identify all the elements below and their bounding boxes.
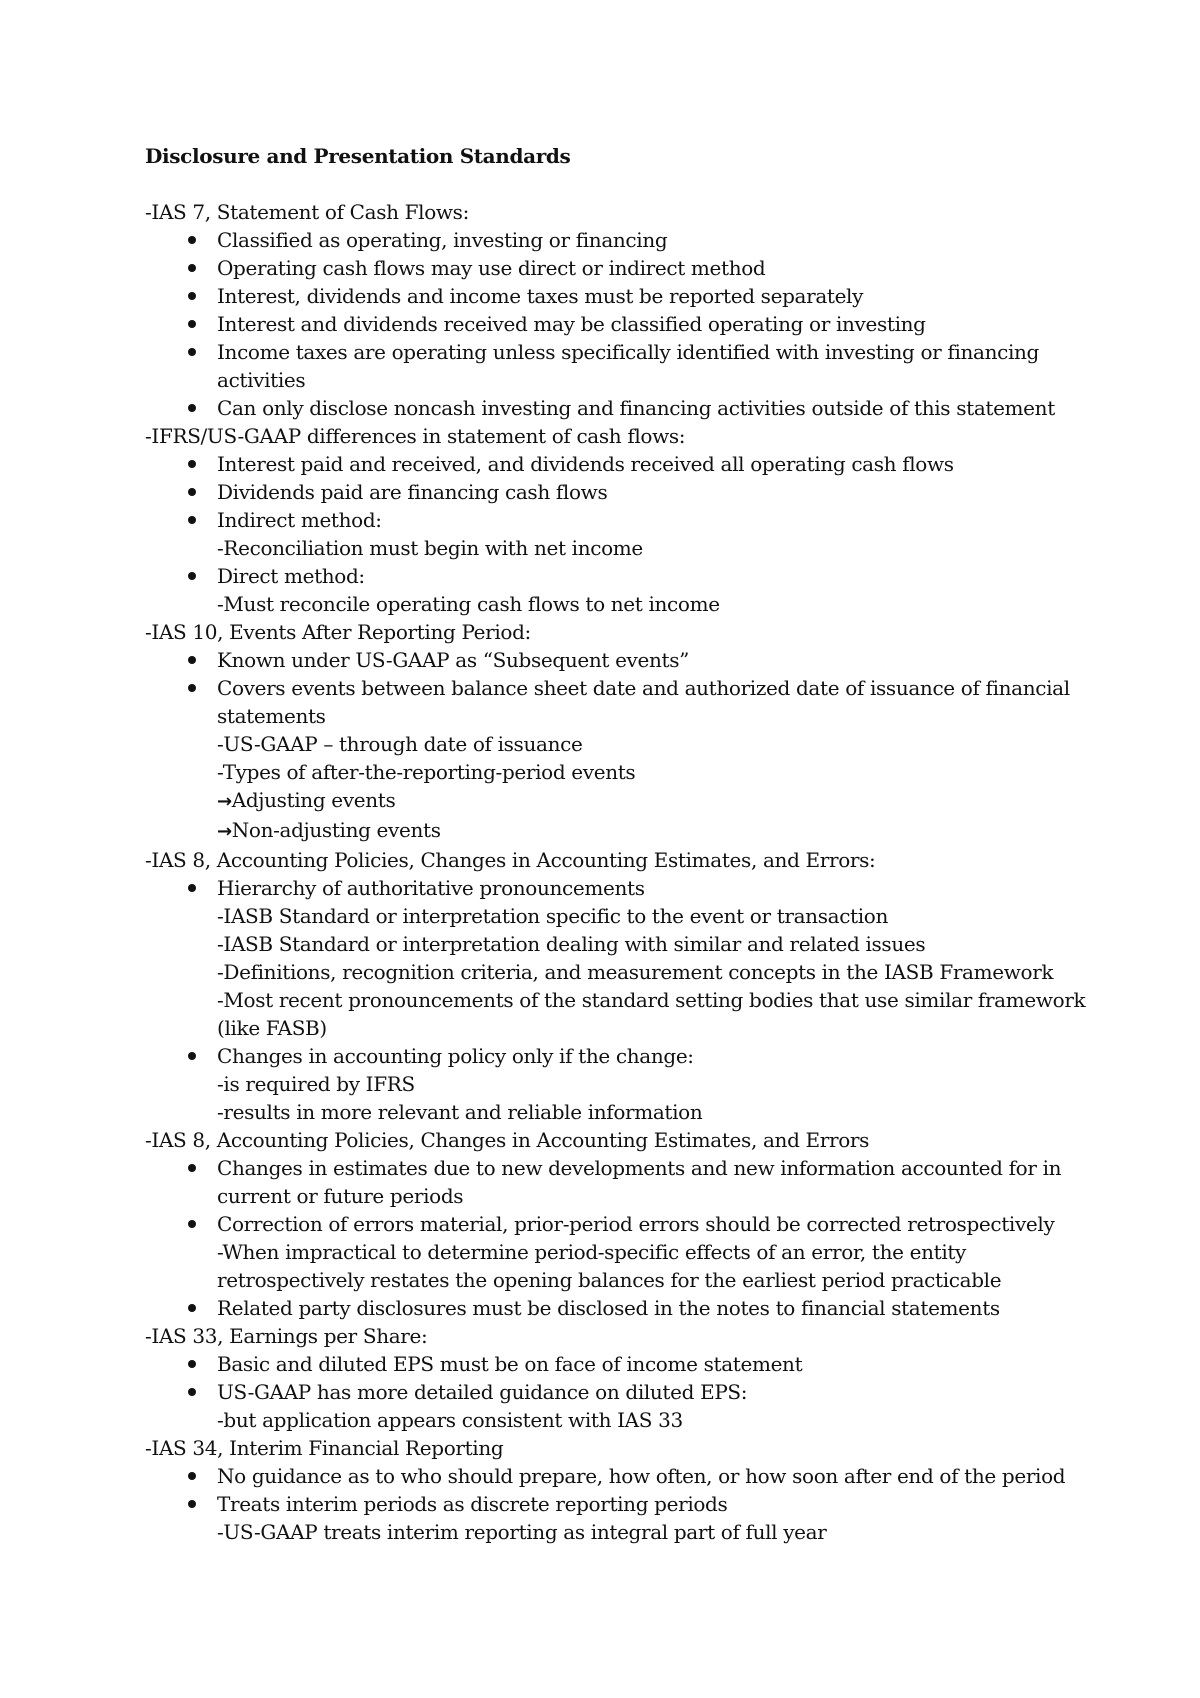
list-item [145,1294,1095,1322]
bullet-dot-icon [188,1304,196,1312]
bullet-text: US-GAAP has more detailed guidance on diluted EPS: [217,1380,748,1404]
list-item [145,1350,1095,1378]
sections-container [145,198,1095,1546]
bullet-text: Interest, dividends and income taxes must be reported separately [217,284,864,308]
bullet-dot-icon [188,320,196,328]
section-heading: -IAS 7, Statement of Cash Flows: [145,200,469,224]
bullet-dot-icon [188,1052,196,1060]
bullet-text: Correction of errors material, prior-period errors should be corrected retrospectively [217,1212,1055,1236]
list-item [145,874,1095,1042]
bullet-list [145,1154,1095,1322]
bullet-dot-icon [188,460,196,468]
list-item [145,1462,1095,1490]
section-heading: -IFRS/US-GAAP differences in statement of cash flows: [145,424,686,448]
bullet-text: Related party disclosures must be disclosed in the notes to financial statements [217,1296,1000,1320]
bullet-subline: -When impractical to determine period-specific effects of an error, the entity retrospectively restates the opening balances for the earliest period practicable [217,1240,1002,1292]
bullet-text: Income taxes are operating unless specifically identified with investing or financing activities [217,340,1040,392]
bullet-dot-icon [188,1220,196,1228]
bullet-subline [217,816,1095,846]
bullet-subline: -is required by IFRS [217,1072,415,1096]
bullet-list [145,1350,1095,1434]
bullet-subline [217,786,1095,816]
list-item [145,310,1095,338]
bullet-subline: -IASB Standard or interpretation dealing with similar and related issues [217,932,926,956]
bullet-dot-icon [188,1164,196,1172]
section-heading: -IAS 10, Events After Reporting Period: [145,620,531,644]
bullet-dot-icon [188,1472,196,1480]
bullet-text: Dividends paid are financing cash flows [217,480,608,504]
bullet-text: Basic and diluted EPS must be on face of income statement [217,1352,803,1376]
list-item [145,1378,1095,1434]
bullet-text: Can only disclose noncash investing and financing activities outside of this statement [217,396,1055,420]
bullet-text: Hierarchy of authoritative pronouncements [217,876,645,900]
bullet-text: No guidance as to who should prepare, how often, or how soon after end of the period [217,1464,1066,1488]
bullet-dot-icon [188,516,196,524]
bullet-subline: -Reconciliation must begin with net income [217,536,643,560]
bullet-dot-icon [188,1500,196,1508]
bullet-text: Interest paid and received, and dividends received all operating cash flows [217,452,954,476]
bullet-subline: -US-GAAP – through date of issuance [217,732,583,756]
bullet-list [145,646,1095,846]
list-item [145,1490,1095,1546]
bullet-list [145,874,1095,1126]
bullet-text: Changes in accounting policy only if the change: [217,1044,694,1068]
bullet-subline: -Types of after-the-reporting-period events [217,760,636,784]
list-item [145,674,1095,846]
bullet-dot-icon [188,488,196,496]
bullet-list [145,1462,1095,1546]
bullet-text: Interest and dividends received may be classified operating or investing [217,312,926,336]
bullet-subline: -IASB Standard or interpretation specific to the event or transaction [217,904,888,928]
arrow-subline-text: Non-adjusting events [231,818,441,842]
list-item [145,226,1095,254]
bullet-subline: -Most recent pronouncements of the standard setting bodies that use similar framework (like FASB) [217,988,1086,1040]
bullet-text: Classified as operating, investing or financing [217,228,668,252]
bullet-text: Direct method: [217,564,365,588]
list-item [145,1210,1095,1294]
bullet-dot-icon [188,236,196,244]
bullet-text: Changes in estimates due to new developments and new information accounted for in current or future periods [217,1156,1062,1208]
list-item [145,254,1095,282]
bullet-dot-icon [188,348,196,356]
list-item [145,478,1095,506]
arrow-right-icon: → [217,821,232,842]
bullet-subline: -Definitions, recognition criteria, and measurement concepts in the IASB Framework [217,960,1054,984]
bullet-subline: -results in more relevant and reliable information [217,1100,703,1124]
list-item [145,1042,1095,1126]
document-title: Disclosure and Presentation Standards [145,144,571,168]
bullet-dot-icon [188,884,196,892]
list-item [145,338,1095,394]
bullet-dot-icon [188,404,196,412]
section-heading: -IAS 8, Accounting Policies, Changes in Accounting Estimates, and Errors: [145,848,876,872]
list-item [145,450,1095,478]
bullet-subline: -Must reconcile operating cash flows to net income [217,592,720,616]
list-item [145,646,1095,674]
bullet-dot-icon [188,1388,196,1396]
bullet-dot-icon [188,1360,196,1368]
bullet-subline: -but application appears consistent with IAS 33 [217,1408,683,1432]
arrow-subline-text: Adjusting events [231,788,396,812]
bullet-subline: -US-GAAP treats interim reporting as integral part of full year [217,1520,827,1544]
list-item [145,1154,1095,1210]
list-item [145,562,1095,618]
bullet-text: Indirect method: [217,508,382,532]
bullet-text: Operating cash flows may use direct or indirect method [217,256,766,280]
section-heading: -IAS 33, Earnings per Share: [145,1324,428,1348]
section-heading: -IAS 34, Interim Financial Reporting [145,1436,504,1460]
list-item [145,506,1095,562]
document-body [145,142,1095,1546]
bullet-text: Treats interim periods as discrete reporting periods [217,1492,728,1516]
arrow-right-icon: → [217,791,232,812]
list-item [145,394,1095,422]
bullet-dot-icon [188,572,196,580]
bullet-dot-icon [188,656,196,664]
bullet-text: Covers events between balance sheet date and authorized date of issuance of financial statements [217,676,1070,728]
bullet-text: Known under US-GAAP as “Subsequent events” [217,648,689,672]
list-item [145,282,1095,310]
bullet-list [145,450,1095,618]
bullet-list [145,226,1095,422]
section-heading: -IAS 8, Accounting Policies, Changes in Accounting Estimates, and Errors [145,1128,870,1152]
blank-line [145,170,1095,198]
bullet-dot-icon [188,292,196,300]
bullet-dot-icon [188,264,196,272]
bullet-dot-icon [188,684,196,692]
